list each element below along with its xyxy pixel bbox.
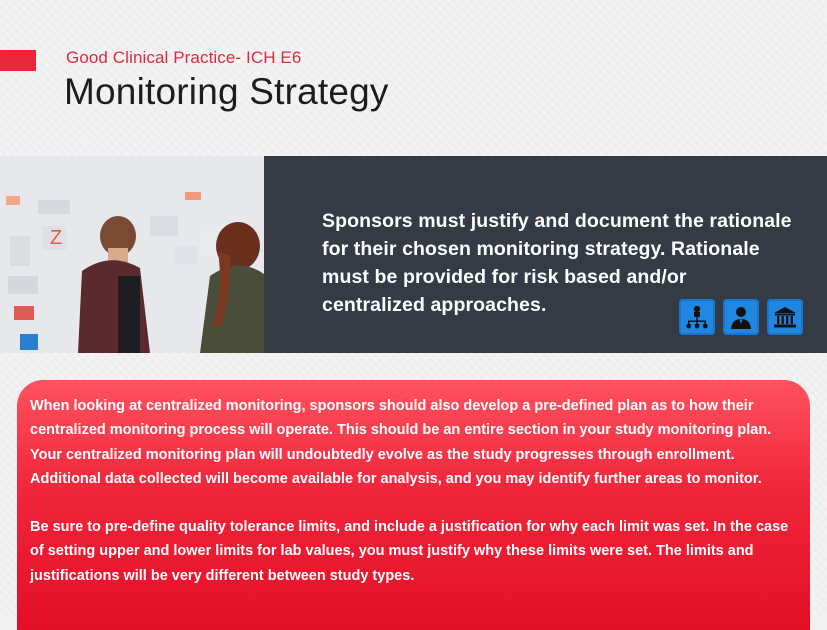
content-text	[30, 394, 805, 612]
accent-tab	[0, 50, 36, 71]
page-title: Monitoring Strategy	[64, 71, 389, 112]
svg-text:Z: Z	[50, 227, 63, 249]
course-subtitle: Good Clinical Practice- ICH E6	[66, 48, 302, 67]
paragraph-centralized-monitoring: When looking at centralized monitoring, sponsors should also develop a pre-defined plan as to how their centralized monitoring process will operate. This should be an entire section in your study monitoring plan. Your centralized monitoring plan will undoubtedly evolve as the study progresses through enrollment. Additional data collected will become available for analysis, and you may identify further areas to monitor.	[30, 398, 772, 487]
office-photo-illustration	[0, 156, 264, 353]
org-chart-icon[interactable]	[679, 299, 715, 335]
paragraph-tolerance-limits: Be sure to pre-define quality tolerance limits, and include a justification for why each limit was set. In the case of setting upper and lower limits for lab values, you must justify why these limits were set. The limits and justifications will be very different between study types.	[30, 519, 789, 584]
banner-message: Sponsors must justify and document the rationale for their chosen monitoring strategy. Rationale must be provided for risk based and/or centralized approaches.	[322, 210, 792, 316]
person-icon[interactable]	[723, 299, 759, 335]
office-photo	[0, 156, 264, 353]
info-banner	[0, 156, 827, 353]
icon-row	[679, 299, 803, 335]
institution-icon[interactable]	[767, 299, 803, 335]
